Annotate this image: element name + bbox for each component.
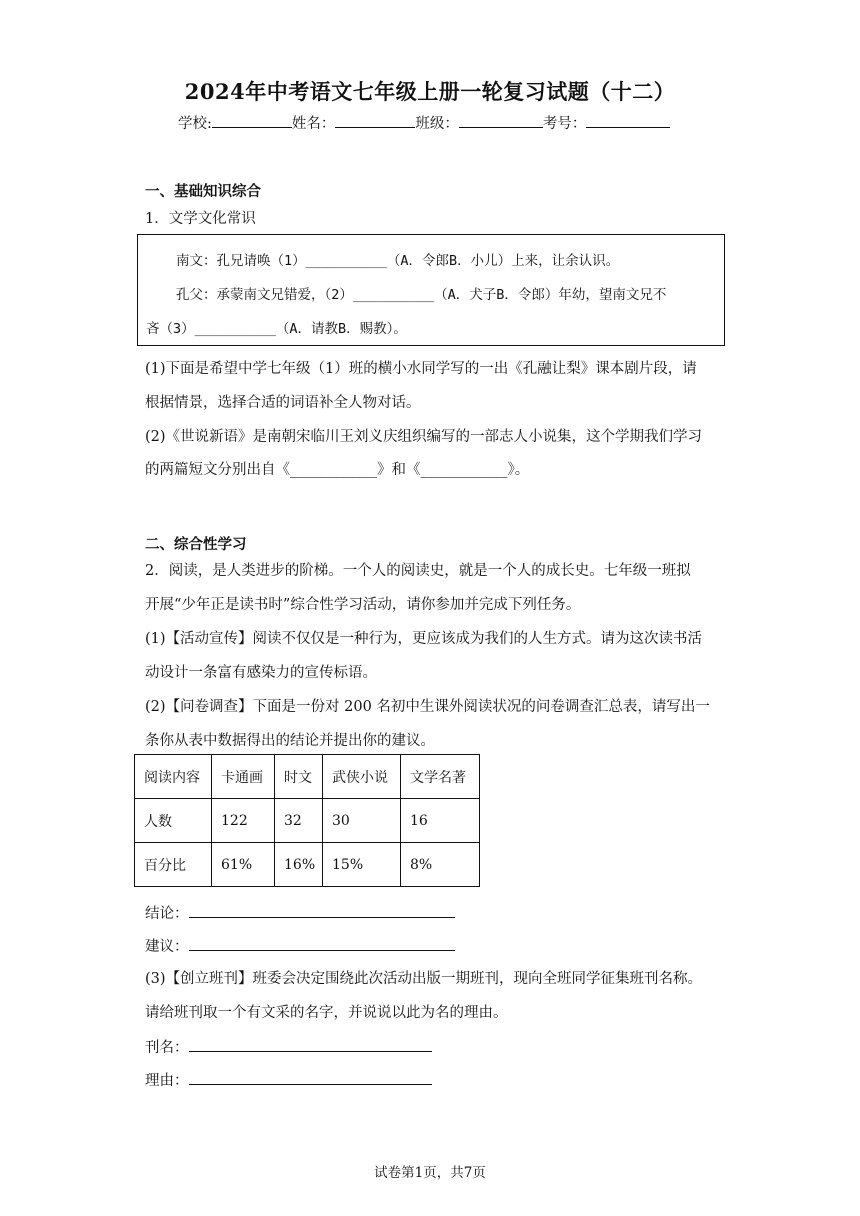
reason-blank[interactable] (189, 1069, 432, 1085)
table-cell: 阅读内容 (135, 755, 212, 799)
table-cell: 卡通画 (212, 755, 275, 799)
q2-2-text-b: 条你从表中数据得出的结论并提出你的建议。 (145, 733, 435, 749)
q2-3-text-a: (3)【创立班刊】班委会决定围绕此次活动出版一期班刊，现向全班同学征集班刊名称。 (145, 971, 703, 987)
q2-2-text-a: (2)【问卷调查】下面是一份对 200 名初中生课外阅读状况的问卷调查汇总表，请写出一 (145, 699, 710, 715)
dialogue-line-1: 南文：孔兄请唤（1）__________（A．令郎B．小儿）上来，让余认识。 (176, 253, 620, 269)
table-row (135, 843, 480, 887)
class-label: 班级： (415, 116, 459, 132)
journal-label: 刊名： (145, 1040, 189, 1056)
q2-1-text-a: (1)【活动宣传】阅读不仅仅是一种行为，更应该成为我们的人生方式。请为这次读书活 (145, 631, 703, 647)
table-cell: 16 (401, 799, 480, 843)
number-label: 考号： (542, 116, 587, 132)
q1-2-text-a: (2)《世说新语》是南朝宋临川王刘义庆组织编写的一部志人小说集，这个学期我们学习 (145, 429, 703, 445)
q1-label: 1．文学文化常识 (145, 211, 256, 227)
table-row (135, 755, 480, 799)
q2-text-a: 2．阅读，是人类进步的阶梯。一个人的阅读史，就是一个人的成长史。七年级一班拟 (145, 563, 691, 579)
school-label: 学校: (178, 116, 212, 132)
journal-blank[interactable] (189, 1036, 432, 1052)
survey-table (134, 754, 480, 887)
reason-label: 理由： (145, 1073, 189, 1089)
page-footer: 试卷第1页，共7页 (374, 1165, 486, 1181)
q2-text-b: 开展“少年正是读书时”综合性学习活动，请你参加并完成下列任务。 (145, 597, 581, 613)
table-cell: 8% (401, 843, 480, 887)
reason-line (145, 1069, 432, 1090)
section1-heading: 一、基础知识综合 (145, 183, 261, 200)
q1-1-text-b: 根据情景，选择合适的词语补全人物对话。 (145, 395, 421, 411)
number-blank[interactable] (586, 112, 670, 128)
table-cell: 文学名著 (401, 755, 480, 799)
dialogue-line-2: 孔父：承蒙南文兄错爱，（2）__________（A．犬子B．令郎）年幼，望南文兄不 (176, 287, 667, 303)
q1-2-text-b: 的两篇短文分别出自《____________》和《____________》。 (145, 462, 530, 478)
conclusion-line (145, 902, 455, 923)
q1-1-text-a: (1)下面是希望中学七年级（1）班的横小水同学写的一出《孔融让梨》课本剧片段，请 (145, 361, 697, 377)
table-cell: 16% (275, 843, 323, 887)
dialogue-line-3: 吝（3）__________（A．请教B．赐教）。 (146, 321, 407, 337)
conclusion-label: 结论： (145, 906, 189, 922)
name-blank[interactable] (335, 112, 415, 128)
dialogue-box (137, 234, 725, 346)
table-cell: 122 (212, 799, 275, 843)
q2-1-text-b: 动设计一条富有感染力的宣传标语。 (145, 665, 377, 681)
table-cell: 人数 (135, 799, 212, 843)
suggestion-line (145, 935, 455, 956)
suggestion-blank[interactable] (189, 935, 455, 951)
suggestion-label: 建议： (145, 939, 189, 955)
page-title: 2024年中考语文七年级上册一轮复习试题（十二） (184, 79, 676, 104)
table-row (135, 799, 480, 843)
conclusion-blank[interactable] (189, 902, 455, 918)
class-blank[interactable] (459, 112, 543, 128)
journal-name-line (145, 1036, 432, 1057)
table-cell: 百分比 (135, 843, 212, 887)
q2-3-text-b: 请给班刊取一个有文采的名字，并说说以此为名的理由。 (145, 1005, 508, 1021)
table-cell: 61% (212, 843, 275, 887)
table-cell: 时文 (275, 755, 323, 799)
table-cell: 15% (323, 843, 401, 887)
student-info-line (178, 112, 670, 133)
section2-heading: 二、综合性学习 (145, 536, 247, 553)
table-cell: 武侠小说 (323, 755, 401, 799)
school-blank[interactable] (212, 112, 292, 128)
table-cell: 32 (275, 799, 323, 843)
name-label: 姓名： (291, 116, 336, 132)
table-cell: 30 (323, 799, 401, 843)
